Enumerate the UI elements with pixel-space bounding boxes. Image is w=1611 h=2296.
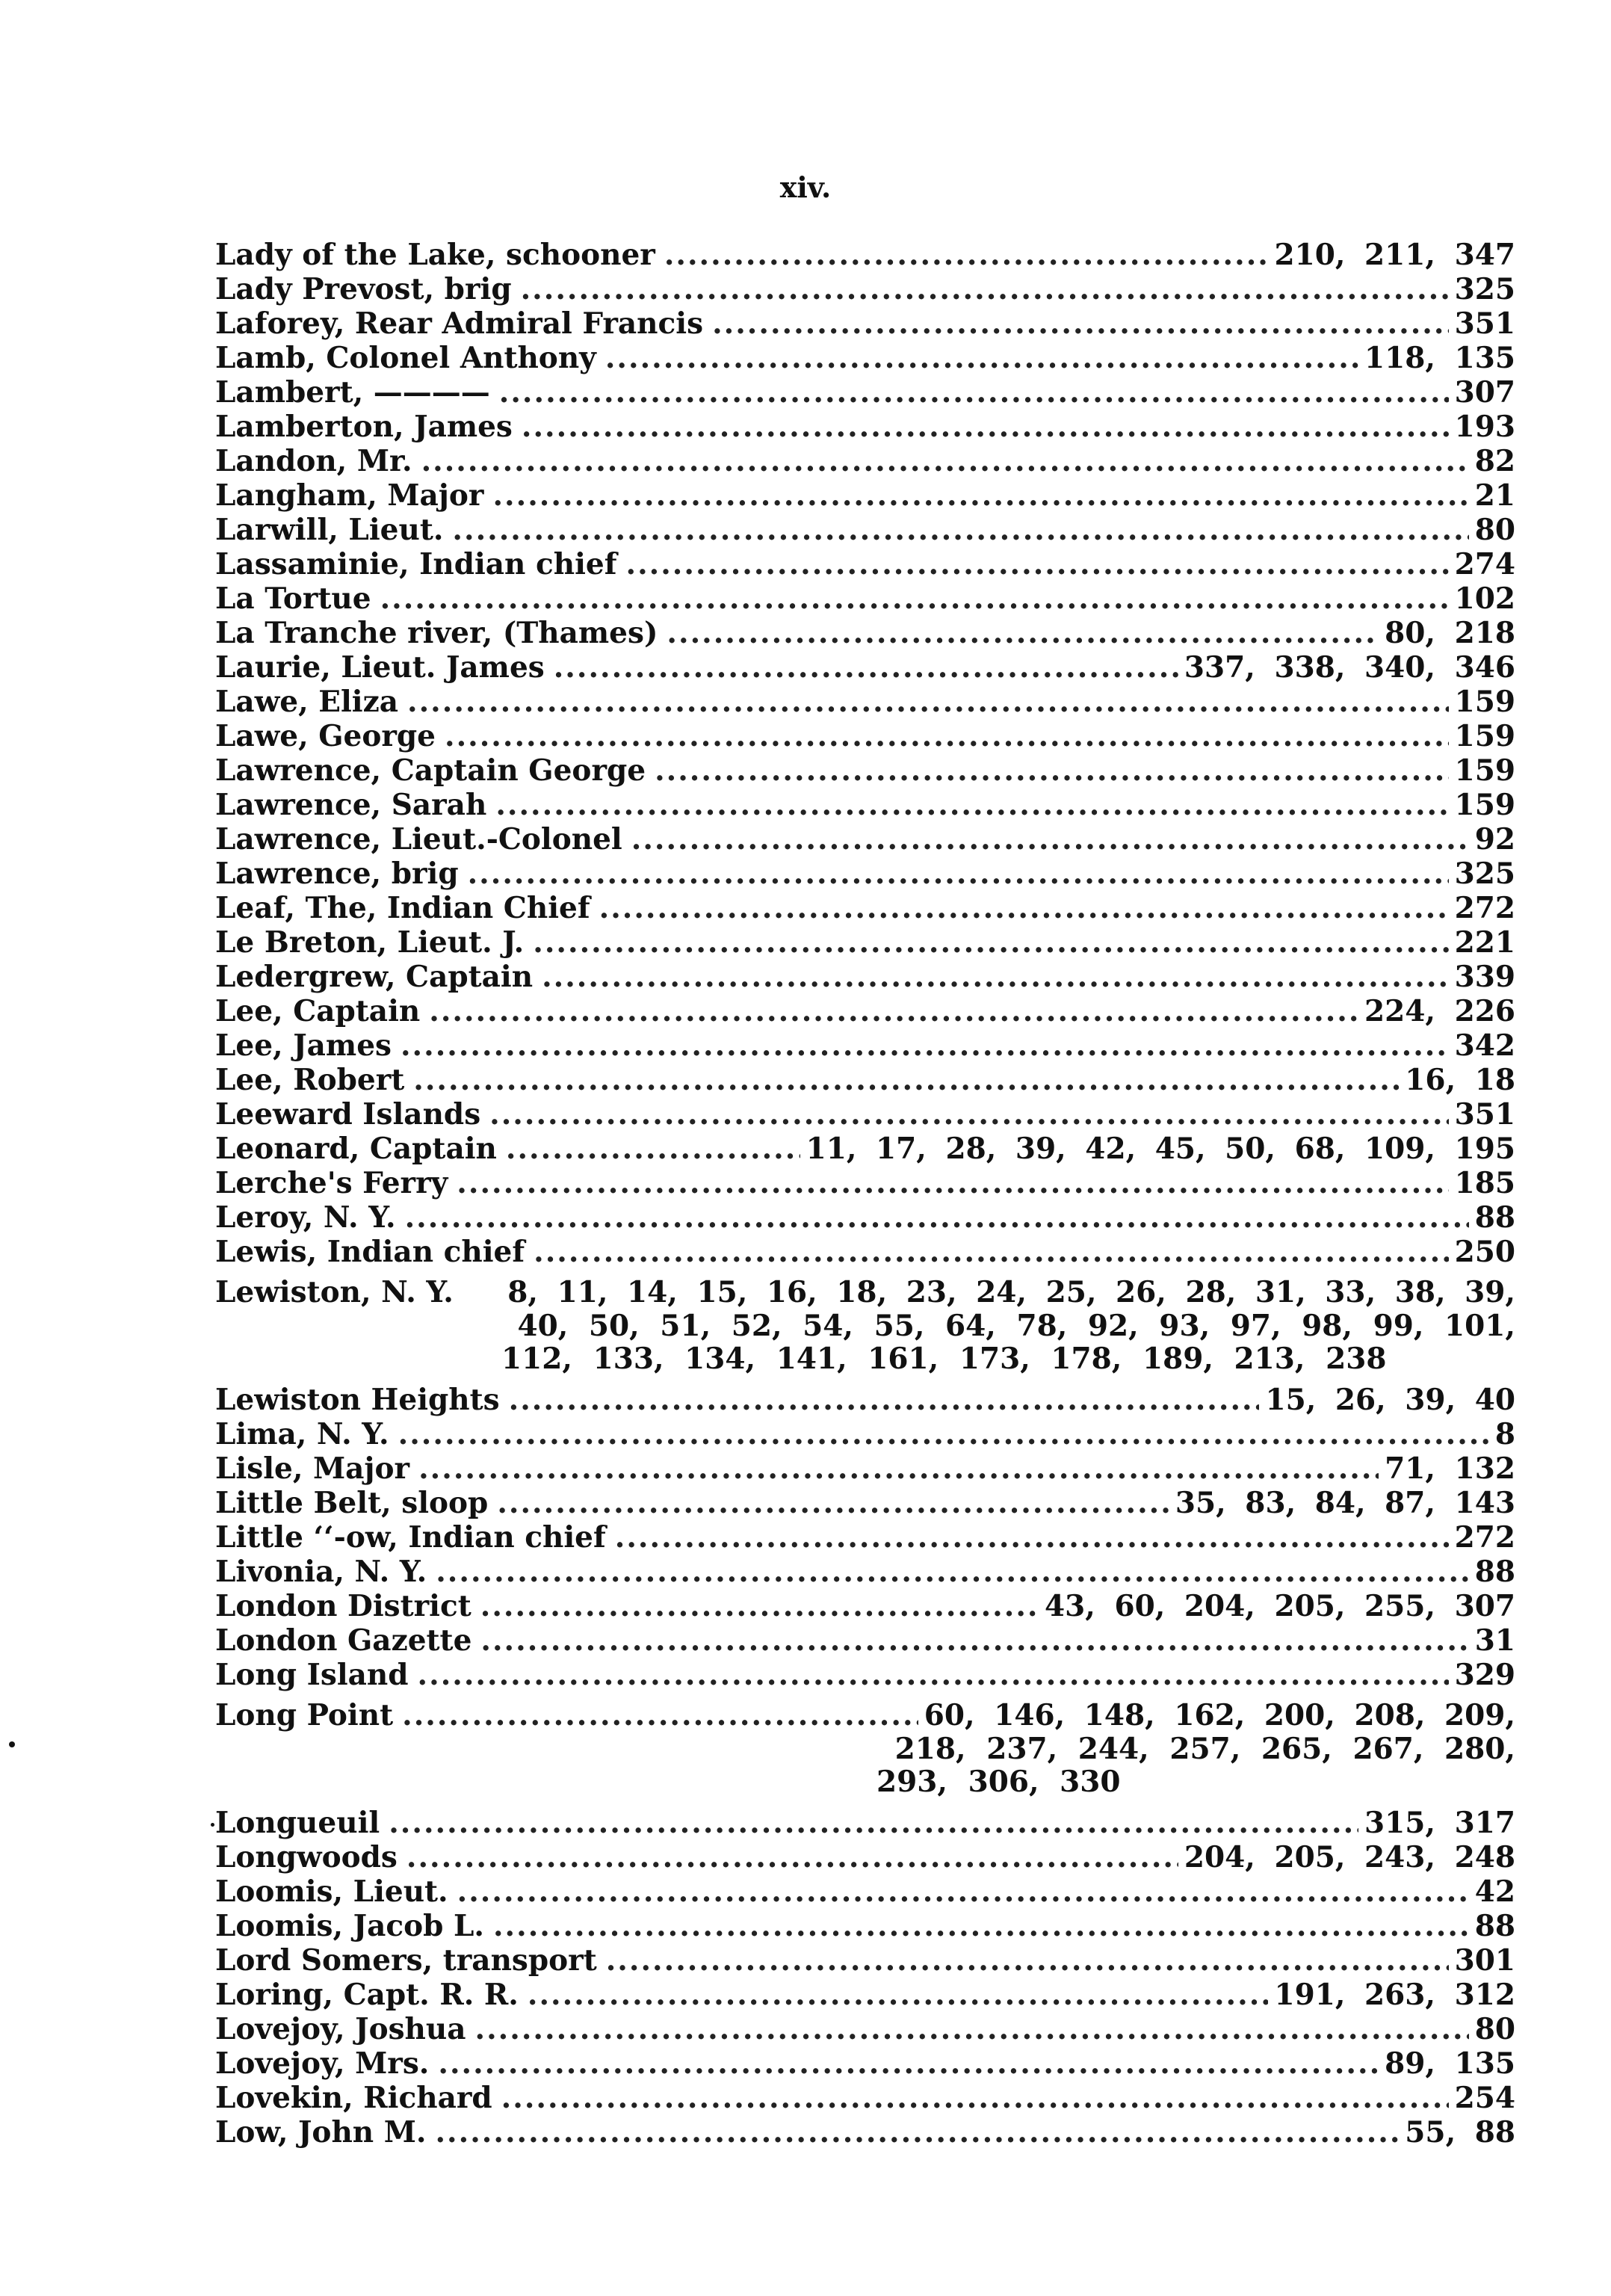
entry-name: Laforey, Rear Admiral Francis: [215, 306, 704, 341]
entry-pages: 329: [1454, 1658, 1515, 1692]
entry-leader: [429, 994, 1358, 1028]
entry-leader: [435, 2115, 1399, 2150]
entry-pages: 92: [1474, 822, 1515, 857]
index-entry: [215, 891, 1515, 925]
entry-name: Lamberton, James: [215, 410, 513, 444]
entry-pages: 35, 83, 84, 87, 143: [1175, 1486, 1515, 1520]
entry-leader: [499, 375, 1449, 410]
entry-name: Langham, Major: [215, 478, 484, 513]
entry-name: Lewis, Indian chief: [215, 1235, 525, 1269]
index-entry: [215, 788, 1515, 822]
index-entry: [215, 822, 1515, 857]
index-entry: [215, 341, 1515, 375]
entry-name: Leroy, N. Y.: [215, 1200, 396, 1235]
index-list: [215, 238, 1515, 2150]
entry-name: Lee, Captain: [215, 994, 421, 1028]
entry-name: Lima, N. Y.: [215, 1417, 389, 1451]
entry-leader: [413, 1063, 1399, 1097]
entry-leader: [480, 1623, 1468, 1658]
entry-pages: 159: [1454, 788, 1515, 822]
entry-pages-continued: 112, 133, 134, 141, 161, 173, 178, 189, 213, 238: [501, 1342, 1387, 1376]
entry-leader: [405, 1200, 1469, 1235]
entry-name: Lambert, ————: [215, 375, 490, 410]
entry-leader: [522, 410, 1449, 444]
index-entry: [215, 719, 1515, 753]
entry-name: Lawe, Eliza: [215, 685, 399, 719]
entry-pages: 339: [1454, 960, 1515, 994]
index-entry: [215, 960, 1515, 994]
entry-name: Lady Prevost, brig: [215, 272, 512, 306]
entry-pages: 71, 132: [1385, 1451, 1515, 1486]
entry-pages: 159: [1454, 685, 1515, 719]
entry-leader: [664, 238, 1269, 272]
entry-pages: 210, 211, 347: [1274, 238, 1515, 272]
index-entry: [215, 1658, 1515, 1692]
entry-name: Lovejoy, Mrs.: [215, 2046, 430, 2081]
entry-leader: [492, 478, 1468, 513]
index-entry: [215, 2115, 1515, 2150]
entry-pages: 15, 26, 39, 40: [1265, 1383, 1515, 1417]
entry-pages: 55, 88: [1405, 2115, 1515, 2150]
entry-name: Leonard, Captain: [215, 1132, 497, 1166]
entry-name: Livonia, N. Y.: [215, 1555, 427, 1589]
index-entry: [215, 375, 1515, 410]
entry-leader: [418, 1658, 1449, 1692]
entry-name: Lovekin, Richard: [215, 2081, 492, 2115]
entry-pages: 88: [1474, 1555, 1515, 1589]
entry-pages: 191, 263, 312: [1274, 1978, 1515, 2012]
entry-name: Laurie, Lieut. James: [215, 650, 545, 685]
entry-name: La Tortue: [215, 581, 371, 616]
entry-pages: 8, 11, 14, 15, 16, 18, 23, 24, 25, 26, 28, 31, 33, 38, 39,: [507, 1275, 1515, 1309]
entry-name: Lady of the Lake, schooner: [215, 238, 655, 272]
entry-pages: 301: [1454, 1943, 1515, 1978]
entry-pages: 325: [1454, 857, 1515, 891]
entry-leader: [712, 306, 1449, 341]
entry-leader: [501, 2081, 1449, 2115]
index-group: [215, 1383, 1515, 1692]
entry-pages: 60, 146, 148, 162, 200, 208, 209,: [924, 1698, 1515, 1732]
entry-leader: [533, 925, 1448, 960]
entry-name: Lee, Robert: [215, 1063, 405, 1097]
entry-name: Loring, Capt. R. R.: [215, 1978, 519, 2012]
index-entry: [215, 1166, 1515, 1200]
entry-leader: [497, 1486, 1169, 1520]
entry-name: Lovejoy, Joshua: [215, 2012, 466, 2046]
entry-leader: [475, 2012, 1469, 2046]
entry-leader: [493, 1909, 1469, 1943]
index-entry: [215, 2012, 1515, 2046]
entry-pages: 42: [1474, 1874, 1515, 1909]
index-entry-lewiston: [215, 1275, 1515, 1375]
entry-leader: [401, 1028, 1449, 1063]
index-entry: [215, 1909, 1515, 1943]
entry-pages: 102: [1454, 581, 1515, 616]
entry-leader: [398, 1417, 1489, 1451]
entry-pages: 88: [1474, 1909, 1515, 1943]
entry-pages: 272: [1454, 891, 1515, 925]
entry-leader: [615, 1520, 1449, 1555]
entry-pages: 307: [1454, 375, 1515, 410]
index-entry: [215, 650, 1515, 685]
entry-pages-continued: 293, 306, 330: [876, 1765, 1121, 1799]
entry-name: Lord Somers, transport: [215, 1943, 597, 1978]
entry-name: Leaf, The, Indian Chief: [215, 891, 590, 925]
entry-leader: [605, 341, 1358, 375]
entry-pages: 325: [1454, 272, 1515, 306]
index-group: [215, 1806, 1515, 2150]
entry-name: La Tranche river, (Thames): [215, 616, 658, 650]
entry-name: Long Point: [215, 1698, 394, 1732]
index-entry: [215, 1451, 1515, 1486]
entry-pages: 274: [1454, 547, 1515, 581]
entry-leader: [457, 1874, 1469, 1909]
index-entry: [215, 1623, 1515, 1658]
entry-name: Lewiston, N. Y.: [215, 1275, 454, 1309]
index-entry: [215, 753, 1515, 788]
index-entry: [215, 2081, 1515, 2115]
entry-pages: 118, 135: [1364, 341, 1515, 375]
entry-leader: [495, 788, 1448, 822]
index-entry: [215, 1520, 1515, 1555]
entry-pages: 351: [1454, 306, 1515, 341]
entry-name: Lawrence, brig: [215, 857, 459, 891]
entry-name: Lawrence, Captain George: [215, 753, 646, 788]
entry-pages: 337, 338, 340, 346: [1184, 650, 1515, 685]
index-entry: [215, 1840, 1515, 1874]
index-entry: [215, 513, 1515, 547]
entry-name: Longwoods: [215, 1840, 398, 1874]
entry-leader: [421, 444, 1469, 478]
index-entry: [215, 1978, 1515, 2012]
entry-leader: [506, 1132, 800, 1166]
index-entry: [215, 616, 1515, 650]
entry-pages: 342: [1454, 1028, 1515, 1063]
entry-name: Lisle, Major: [215, 1451, 410, 1486]
index-entry: [215, 238, 1515, 272]
entry-leader: [599, 891, 1449, 925]
entry-name: Landon, Mr.: [215, 444, 412, 478]
index-entry: [215, 306, 1515, 341]
entry-pages: 80: [1474, 2012, 1515, 2046]
entry-name: Lawrence, Lieut.-Colonel: [215, 822, 622, 857]
entry-leader: [631, 822, 1469, 857]
entry-name: Le Breton, Lieut. J.: [215, 925, 525, 960]
entry-name: London Gazette: [215, 1623, 472, 1658]
entry-leader: [418, 1451, 1379, 1486]
entry-pages: 21: [1474, 478, 1515, 513]
entry-leader: [521, 272, 1449, 306]
entry-pages: 89, 135: [1385, 2046, 1515, 2081]
entry-leader: [626, 547, 1449, 581]
entry-pages: 250: [1454, 1235, 1515, 1269]
entry-leader: [402, 1698, 918, 1732]
index-entry: [215, 410, 1515, 444]
entry-leader: [468, 857, 1449, 891]
entry-pages: 193: [1454, 410, 1515, 444]
entry-leader: [457, 1166, 1448, 1200]
entry-leader: [389, 1806, 1358, 1840]
index-entry: [215, 685, 1515, 719]
entry-name: Ledergrew, Captain: [215, 960, 534, 994]
entry-pages: 31: [1474, 1623, 1515, 1658]
entry-name: Lawrence, Sarah: [215, 788, 487, 822]
index-entry: [215, 1555, 1515, 1589]
entry-pages: 185: [1454, 1166, 1515, 1200]
index-entry: [215, 994, 1515, 1028]
entry-pages: 43, 60, 204, 205, 255, 307: [1045, 1589, 1515, 1623]
margin-mark: [211, 1823, 214, 1827]
entry-pages: 159: [1454, 753, 1515, 788]
entry-leader: [480, 1589, 1039, 1623]
page-number: xiv.: [779, 170, 832, 204]
index-entry: [215, 1589, 1515, 1623]
entry-leader: [655, 753, 1449, 788]
index-entry: [215, 1806, 1515, 1840]
entry-name: Low, John M.: [215, 2115, 427, 2150]
entry-pages: 272: [1454, 1520, 1515, 1555]
entry-leader: [509, 1383, 1260, 1417]
entry-name: Leeward Islands: [215, 1097, 481, 1132]
entry-name: Loomis, Jacob L.: [215, 1909, 484, 1943]
entry-pages: 80: [1474, 513, 1515, 547]
entry-leader: [667, 616, 1379, 650]
index-entry: [215, 1943, 1515, 1978]
entry-leader: [406, 1840, 1178, 1874]
entry-name: Lewiston Heights: [215, 1383, 500, 1417]
index-entry: [215, 1486, 1515, 1520]
entry-leader: [436, 1555, 1469, 1589]
entry-leader: [445, 719, 1449, 753]
entry-name: Lee, James: [215, 1028, 392, 1063]
entry-leader: [380, 581, 1449, 616]
index-entry: [215, 1275, 1515, 1309]
entry-pages: 80, 218: [1385, 616, 1515, 650]
index-entry: [215, 478, 1515, 513]
entry-leader: [534, 1235, 1448, 1269]
entry-pages: 351: [1454, 1097, 1515, 1132]
index-entry: [215, 1200, 1515, 1235]
entry-name: Long Island: [215, 1658, 409, 1692]
index-entry: [215, 1132, 1515, 1166]
entry-name: Larwill, Lieut.: [215, 513, 444, 547]
entry-pages: 254: [1454, 2081, 1515, 2115]
index-entry: [215, 1874, 1515, 1909]
index-entry: [215, 272, 1515, 306]
entry-pages: 16, 18: [1405, 1063, 1515, 1097]
entry-name: Little Belt, sloop: [215, 1486, 489, 1520]
entry-pages: 221: [1454, 925, 1515, 960]
index-entry: [215, 857, 1515, 891]
entry-leader: [528, 1978, 1269, 2012]
index-entry: [215, 1028, 1515, 1063]
index-entry: [215, 1235, 1515, 1269]
entry-name: Lamb, Colonel Anthony: [215, 341, 596, 375]
entry-pages-continued: 218, 237, 244, 257, 265, 267, 280,: [894, 1732, 1515, 1766]
entry-pages: 224, 226: [1364, 994, 1515, 1028]
index-entry: [215, 1417, 1515, 1451]
index-entry: [215, 1063, 1515, 1097]
entry-leader: [452, 513, 1468, 547]
index-entry-long-point: [215, 1698, 1515, 1798]
entry-name: Lerche's Ferry: [215, 1166, 448, 1200]
index-entry: [215, 925, 1515, 960]
index-entry: [215, 1097, 1515, 1132]
index-group: [215, 238, 1515, 1269]
entry-leader: [542, 960, 1449, 994]
index-entry: [215, 547, 1515, 581]
entry-leader: [438, 2046, 1379, 2081]
entry-name: Lassaminie, Indian chief: [215, 547, 617, 581]
entry-pages: 315, 317: [1364, 1806, 1515, 1840]
entry-name: Loomis, Lieut.: [215, 1874, 448, 1909]
entry-name: Longueuil: [215, 1806, 380, 1840]
entry-pages: 11, 17, 28, 39, 42, 45, 50, 68, 109, 195: [806, 1132, 1515, 1166]
entry-pages-continued: 40, 50, 51, 52, 54, 55, 64, 78, 92, 93, 97, 98, 99, 101,: [517, 1309, 1515, 1343]
entry-pages: 82: [1474, 444, 1515, 478]
index-entry: [215, 444, 1515, 478]
entry-leader: [606, 1943, 1449, 1978]
entry-name: Lawe, George: [215, 719, 436, 753]
entry-pages: 204, 205, 243, 248: [1184, 1840, 1515, 1874]
index-entry: [215, 2046, 1515, 2081]
index-entry: [215, 1698, 1515, 1732]
entry-name: London District: [215, 1589, 471, 1623]
entry-pages: 159: [1454, 719, 1515, 753]
margin-mark: [9, 1741, 15, 1747]
index-entry: [215, 581, 1515, 616]
entry-pages: 8: [1494, 1417, 1515, 1451]
index-entry: [215, 1383, 1515, 1417]
entry-pages: 88: [1474, 1200, 1515, 1235]
entry-leader: [407, 685, 1449, 719]
entry-name: Little ʻʻ-ow, Indian chief: [215, 1520, 606, 1555]
entry-leader: [554, 650, 1178, 685]
entry-leader: [489, 1097, 1448, 1132]
